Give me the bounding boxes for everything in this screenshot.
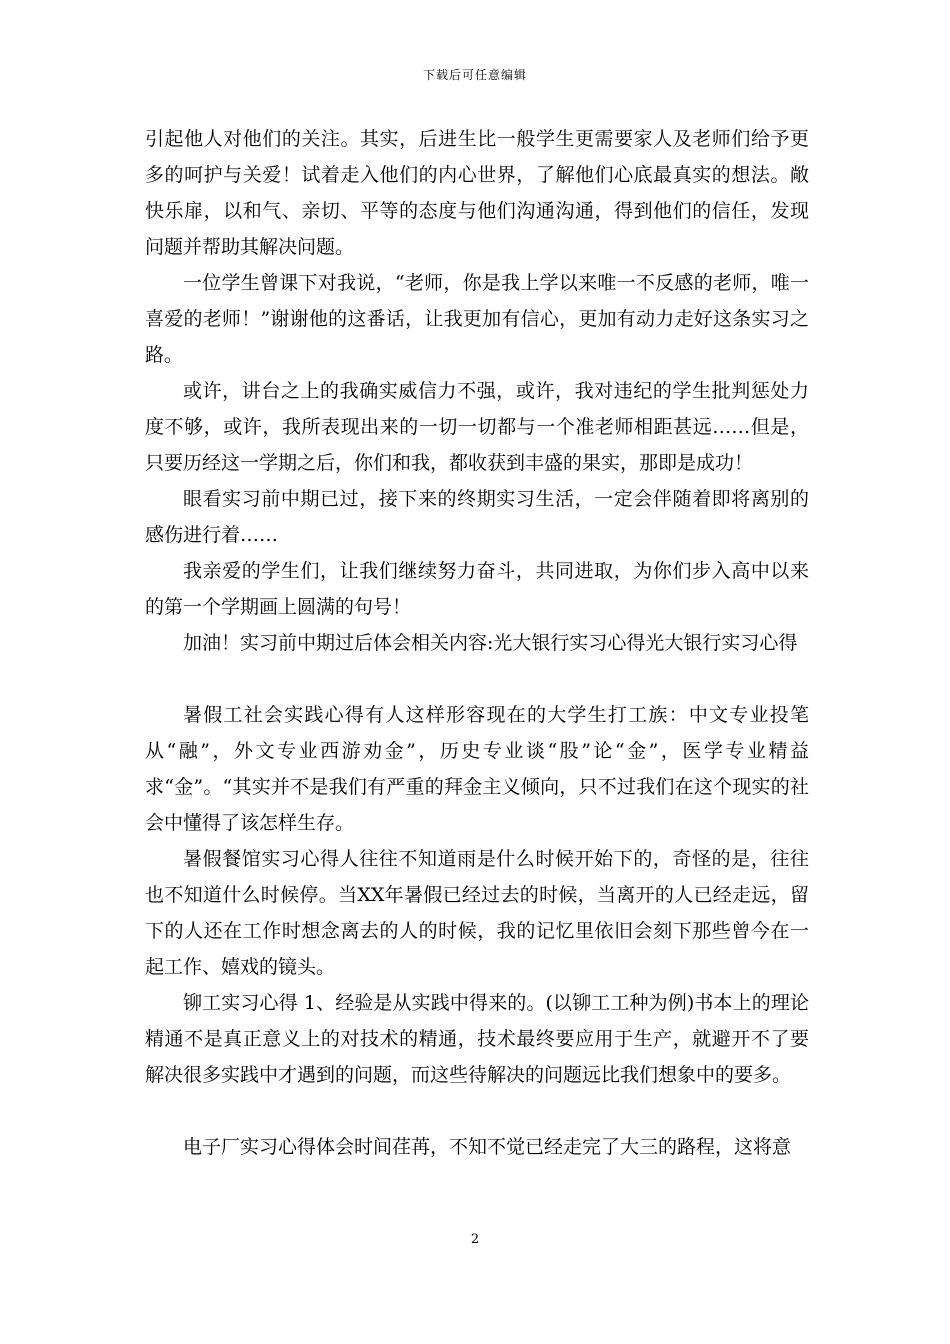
paragraph-1: 引起他人对他们的关注。其实，后进生比一般学生更需要家人及老师们给予更多的呵护与关爱！试着走入他们的内心世界，了解他们心底最真实的想法。敞快乐扉，以和气、亲切、平等的态度与他们沟通沟通，得到他们的信任，发现问题并帮助其解决问题。 [145, 128, 809, 258]
paragraph-10: 电子厂实习心得体会时间荏苒，不知不觉已经走完了大三的路程，这将意 [183, 1136, 792, 1158]
paragraph-7: 暑假工社会实践心得有人这样形容现在的大学生打工族：中文专业投笔从“融”，外文专业西游劝金”，历史专业谈“股”论“金”，医学专业精益求“金”。“其实并不是我们有严重的拜金主义倾向，只不过我们在这个现实的社会中懂得了该怎样生存。 [145, 704, 809, 834]
paragraph-8: 暑假餐馆实习心得人往往不知道雨是什么时候开始下的，奇怪的是，往往也不知道什么时候停。当XX年暑假已经过去的时候，当离开的人已经走远，留下的人还在工作时想念离去的人的时候，我的记忆里依旧会刻下那些曾今在一起工作、嬉戏的镜头。 [145, 848, 809, 978]
paragraph-5: 我亲爱的学生们，让我们继续努力奋斗，共同进取，为你们步入高中以来的第一个学期画上圆满的句号！ [145, 560, 809, 618]
paragraph-4: 眼看实习前中期已过，接下来的终期实习生活，一定会伴随着即将离别的感伤进行着…… [145, 488, 809, 546]
paragraph-3: 或许，讲台之上的我确实威信力不强，或许，我对违纪的学生批判惩处力度不够，或许，我所表现出来的一切一切都与一个准老师相距甚远……但是，只要历经这一学期之后，你们和我，都收获到丰盛的果实，那即是成功！ [145, 380, 809, 474]
page-number: 2 [470, 1232, 480, 1247]
page-header: 下载后可任意编辑 [422, 68, 527, 82]
paragraph-6: 加油！实习前中期过后体会相关内容:光大银行实习心得光大银行实习心得 [183, 632, 798, 654]
paragraph-9: 铆工实习心得 1、经验是从实践中得来的。(以铆工工种为例)书本上的理论精通不是真正意义上的对技术的精通，技术最终要应用于生产，就避开不了要解决很多实践中才遇到的问题，而这些待解决的问题远比我们想象中的要多。 [145, 992, 809, 1086]
document-body [145, 121, 809, 1165]
paragraph-2: 一位学生曾课下对我说，“老师，你是我上学以来唯一不反感的老师，唯一喜爱的老师！”谢谢他的这番话，让我更加有信心，更加有动力走好这条实习之路。 [145, 272, 809, 366]
